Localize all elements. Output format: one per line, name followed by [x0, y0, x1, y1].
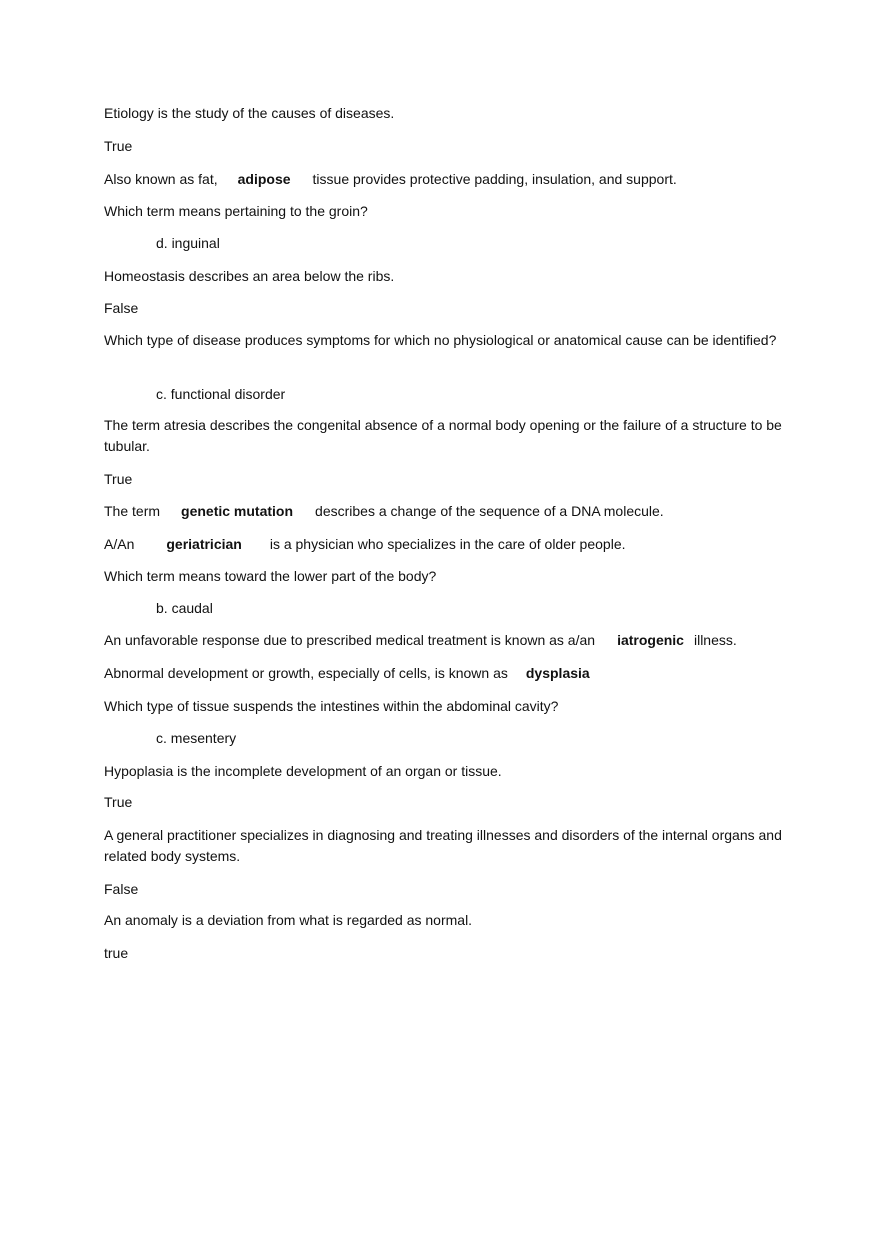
question-8	[104, 534, 784, 555]
question-2-suffix: tissue provides protective padding, insulation, and support.	[312, 171, 677, 187]
question-10	[104, 630, 784, 651]
question-13: Hypoplasia is the incomplete development of an organ or tissue.	[104, 763, 502, 779]
question-15: An anomaly is a deviation from what is regarded as normal.	[104, 912, 473, 928]
answer-6: True	[104, 471, 133, 487]
question-7-prefix: The term	[104, 503, 161, 519]
question-6: The term atresia describes the congenital absence of a normal body opening or the failure of a structure to be tubular.	[104, 417, 782, 454]
answer-5: c. functional disorder	[156, 386, 286, 402]
question-1: Etiology is the study of the causes of diseases.	[104, 105, 395, 121]
question-9: Which term means toward the lower part of the body?	[104, 568, 437, 584]
question-3: Which term means pertaining to the groin?	[104, 203, 368, 219]
answer-14: False	[104, 881, 139, 897]
question-2-prefix: Also known as fat,	[104, 171, 218, 187]
question-8-suffix: is a physician who specializes in the care of older people.	[269, 536, 626, 552]
question-12: Which type of tissue suspends the intestines within the abdominal cavity?	[104, 698, 559, 714]
question-11-prefix: Abnormal development or growth, especially of cells, is known as	[104, 665, 508, 681]
question-11	[104, 663, 784, 684]
question-10-answer: iatrogenic	[617, 632, 684, 648]
question-4: Homeostasis describes an area below the ribs.	[104, 268, 395, 284]
question-2	[104, 169, 784, 190]
answer-4: False	[104, 300, 139, 316]
question-14: A general practitioner specializes in diagnosing and treating illnesses and disorders of the internal organs and related body systems.	[104, 827, 782, 864]
question-7-suffix: describes a change of the sequence of a DNA molecule.	[315, 503, 664, 519]
answer-12: c. mesentery	[156, 730, 237, 746]
question-7	[104, 501, 784, 522]
question-10-suffix: illness.	[693, 632, 737, 648]
question-11-answer: dysplasia	[525, 665, 590, 681]
question-8-prefix: A/An	[104, 536, 135, 552]
answer-1: True	[104, 138, 133, 154]
question-8-answer: geriatrician	[166, 536, 242, 552]
question-5: Which type of disease produces symptoms for which no physiological or anatomical cause can be identified?	[104, 332, 777, 348]
answer-15: true	[104, 945, 129, 961]
question-10-prefix: An unfavorable response due to prescribed medical treatment is known as a/an	[104, 632, 596, 648]
answer-3: d. inguinal	[156, 235, 220, 251]
answer-13: True	[104, 794, 133, 810]
answer-9: b. caudal	[156, 600, 213, 616]
question-7-answer: genetic mutation	[181, 503, 294, 519]
question-2-answer: adipose	[237, 171, 291, 187]
